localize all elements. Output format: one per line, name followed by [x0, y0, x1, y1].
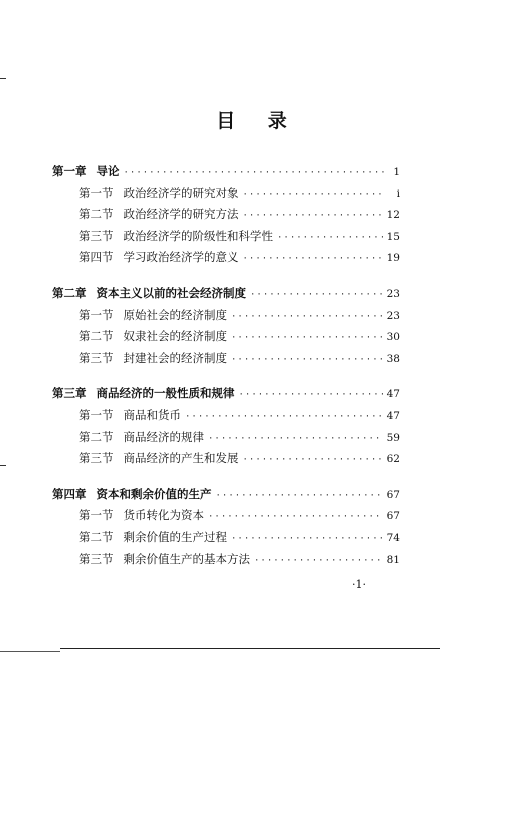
toc-section-entry[interactable]	[52, 249, 400, 271]
toc-section-entry-page: 74	[386, 531, 400, 544]
toc-section-entry-title: 原始社会的经济制度	[123, 307, 227, 322]
toc-section-entry-label: 第一节	[79, 307, 114, 322]
toc-chapter-entry-label: 第三章	[52, 386, 87, 401]
toc-section-entry[interactable]	[52, 206, 400, 228]
dot-leader	[243, 254, 383, 264]
toc-section-entry-label: 第一节	[79, 407, 114, 422]
toc-chapter-entry[interactable]	[52, 285, 400, 307]
toc-section-entry-page: 81	[386, 553, 400, 566]
dot-leader	[208, 512, 383, 522]
dot-leader	[254, 556, 383, 566]
toc-chapter-entry-page: 23	[386, 287, 400, 300]
toc-section-entry[interactable]	[52, 529, 400, 551]
dot-leader	[231, 312, 383, 322]
toc-chapter-entry-title: 导论	[96, 164, 120, 178]
dot-leader	[277, 233, 383, 243]
page-title: 目 录	[216, 110, 289, 132]
dot-leader	[231, 355, 383, 365]
dot-leader	[243, 190, 385, 200]
toc-section-entry[interactable]	[52, 429, 400, 451]
toc-section-entry-label: 第三节	[79, 551, 114, 566]
dot-leader	[231, 333, 383, 343]
toc-section-entry-page: 62	[386, 453, 400, 466]
toc-section-entry[interactable]	[52, 350, 400, 372]
bottom-rule-left	[0, 651, 60, 652]
dot-leader	[216, 491, 383, 501]
toc-section-entry[interactable]	[52, 307, 400, 329]
toc-chapter-entry[interactable]	[52, 486, 400, 508]
toc-section-entry-label: 第二节	[79, 207, 114, 222]
chapter-block	[52, 285, 400, 371]
toc-section-entry-title: 封建社会的经济制度	[123, 350, 227, 365]
toc-section-entry[interactable]	[52, 228, 400, 250]
toc-section-entry-page: 19	[386, 252, 400, 265]
toc-section-entry-label: 第二节	[79, 329, 114, 344]
toc-chapter-entry-label: 第四章	[52, 486, 87, 501]
toc-section-entry[interactable]	[52, 551, 400, 573]
toc-section-entry-page: 67	[386, 510, 400, 523]
dot-leader	[239, 390, 383, 400]
toc-section-entry-label: 第二节	[79, 429, 114, 444]
dot-leader	[243, 211, 383, 221]
toc-section-entry-page: 23	[386, 309, 400, 322]
toc-section-entry-title: 商品经济的规律	[123, 429, 204, 444]
toc-section-entry-label: 第三节	[79, 228, 114, 243]
toc-chapter-entry-label: 第一章	[52, 164, 87, 178]
toc-section-entry-title: 政治经济学的阶级性和科学性	[123, 228, 273, 243]
toc-section-entry[interactable]	[52, 407, 400, 429]
dot-leader	[208, 434, 383, 444]
scan-mark	[0, 465, 6, 466]
toc-chapter-entry-label: 第二章	[52, 285, 87, 300]
toc-section-entry-page: 30	[386, 331, 400, 344]
dot-leader	[231, 534, 383, 544]
toc-chapter-entry-page: 67	[386, 488, 400, 501]
toc-section-entry-title: 学习政治经济学的意义	[123, 250, 239, 265]
toc-section-entry-label: 第二节	[79, 529, 114, 544]
toc-chapter-entry-title: 资本主义以前的社会经济制度	[96, 285, 246, 300]
bottom-rule	[60, 648, 440, 649]
toc-section-entry-label: 第四节	[79, 250, 114, 265]
toc-section-entry-title: 奴隶社会的经济制度	[123, 329, 227, 344]
page-number: ·1·	[352, 578, 366, 591]
toc-section-entry-page: 15	[386, 230, 400, 243]
toc-chapter-entry-page: 1	[393, 166, 400, 178]
toc-section-entry-label: 第一节	[79, 185, 114, 200]
toc-section-entry-title: 剩余价值生产的基本方法	[123, 551, 250, 566]
toc-section-entry-title: 商品和货币	[123, 407, 181, 422]
dot-leader	[185, 412, 383, 422]
chapter-block	[52, 163, 400, 271]
toc-chapter-entry[interactable]	[52, 385, 400, 407]
dot-leader	[243, 455, 383, 465]
table-of-contents	[52, 163, 400, 586]
toc-chapter-entry-page: 47	[386, 388, 400, 401]
dot-leader	[250, 290, 383, 300]
toc-section-entry[interactable]	[52, 507, 400, 529]
scan-mark	[0, 78, 6, 79]
toc-section-entry-title: 政治经济学的研究方法	[123, 207, 239, 222]
toc-section-entry[interactable]	[52, 328, 400, 350]
toc-section-entry-label: 第三节	[79, 451, 114, 466]
toc-section-entry-page: 12	[386, 209, 400, 222]
toc-section-entry-title: 剩余价值的生产过程	[123, 529, 227, 544]
dot-leader	[124, 168, 385, 178]
toc-section-entry-page: i	[396, 187, 400, 200]
toc-section-entry-title: 政治经济学的研究对象	[123, 185, 239, 200]
chapter-block	[52, 385, 400, 471]
toc-section-entry[interactable]	[52, 450, 400, 472]
toc-section-entry-page: 47	[386, 409, 400, 422]
toc-section-entry-page: 38	[386, 352, 400, 365]
toc-chapter-entry-title: 商品经济的一般性质和规律	[96, 386, 235, 401]
toc-chapter-entry[interactable]	[52, 163, 400, 185]
toc-section-entry-label: 第一节	[79, 508, 114, 523]
toc-section-entry-title: 货币转化为资本	[123, 508, 204, 523]
toc-section-entry-title: 商品经济的产生和发展	[123, 451, 239, 466]
toc-section-entry-label: 第三节	[79, 350, 114, 365]
toc-section-entry-page: 59	[386, 431, 400, 444]
chapter-block	[52, 486, 400, 572]
toc-chapter-entry-title: 资本和剩余价值的生产	[96, 486, 212, 501]
toc-section-entry[interactable]	[52, 185, 400, 207]
